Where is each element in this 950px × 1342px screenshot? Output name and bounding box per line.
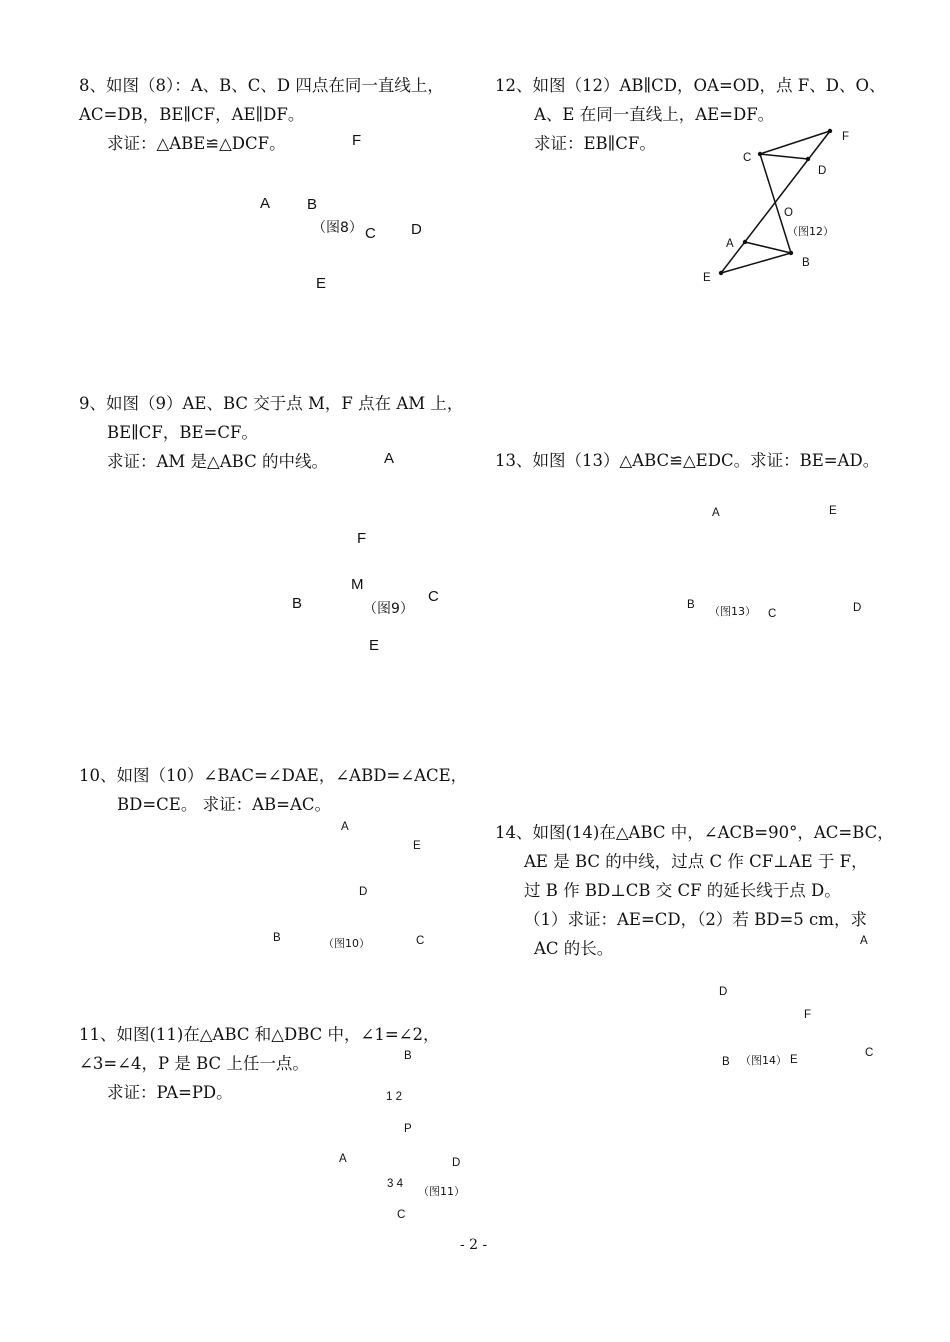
figure-8-label-a: A bbox=[260, 195, 271, 212]
figure-12-label-d: D bbox=[818, 165, 827, 177]
problem-8-line-3: 求证：△ABE≌△DCF。 bbox=[107, 134, 286, 153]
figure-8-label-b: B bbox=[307, 196, 318, 213]
figure-14-label-a: A bbox=[860, 935, 868, 947]
figure-13-label-d: D bbox=[853, 602, 862, 614]
figure-12-point-f bbox=[828, 129, 832, 133]
figure-9-label-f: F bbox=[357, 530, 367, 547]
figure-14-caption: （图14） bbox=[740, 1054, 787, 1067]
problem-14-line-5: AC 的长。 bbox=[534, 939, 614, 958]
figure-11-label-d: D bbox=[452, 1157, 461, 1169]
figure-9-label-e: E bbox=[369, 637, 380, 654]
figure-12-label-o: O bbox=[784, 207, 793, 219]
problem-14-line-3: 过 B 作 BD⊥CB 交 CF 的延长线于点 D。 bbox=[524, 881, 841, 900]
figure-12-segment-eb bbox=[721, 253, 791, 273]
figure-9-label-c: C bbox=[428, 588, 439, 605]
figure-11-label-c: C bbox=[397, 1209, 406, 1221]
problem-12-line-3: 求证：EB∥CF。 bbox=[534, 134, 656, 153]
figure-12-segment-cf bbox=[760, 131, 830, 154]
problem-8-line-1: 8、如图（8）：A、B、C、D 四点在同一直线上， bbox=[79, 76, 444, 95]
figure-14-label-c: C bbox=[865, 1047, 874, 1059]
figure-14-label-f: F bbox=[804, 1009, 812, 1021]
figure-12-label-b: B bbox=[802, 257, 810, 269]
problem-14-line-4: （1）求证：AE=CD，（2）若 BD=5 cm，求 bbox=[524, 910, 867, 929]
figure-10-caption: （图10） bbox=[323, 937, 370, 950]
figure-12-point-d bbox=[806, 157, 810, 161]
figure-12-diagram bbox=[695, 120, 865, 295]
figure-12-point-e bbox=[719, 271, 723, 275]
figure-14-label-b: B bbox=[722, 1056, 730, 1068]
figure-9-caption: （图9） bbox=[363, 601, 414, 617]
figure-12-caption: （图12） bbox=[787, 225, 834, 238]
figure-11-angle-3-4: 3 4 bbox=[387, 1178, 403, 1190]
figure-12-point-a bbox=[743, 240, 747, 244]
problem-14-line-1: 14、如图(14)在△ABC 中，∠ACB=90°，AC=BC， bbox=[495, 823, 894, 842]
figure-9-label-b: B bbox=[292, 595, 303, 612]
problem-8-line-2: AC=DB，BE∥CF，AE∥DF。 bbox=[79, 105, 305, 124]
figure-8-label-e: E bbox=[316, 275, 327, 292]
problem-11-line-3: 求证：PA=PD。 bbox=[107, 1083, 233, 1102]
problem-10-line-1: 10、如图（10）∠BAC=∠DAE，∠ABD=∠ACE， bbox=[79, 766, 468, 785]
figure-13-caption: （图13） bbox=[709, 605, 756, 618]
figure-9-label-a: A bbox=[384, 450, 395, 467]
problem-13-line-1: 13、如图（13）△ABC≌△EDC。求证：BE=AD。 bbox=[495, 451, 880, 470]
figure-12-point-b bbox=[789, 251, 793, 255]
problem-9-line-3: 求证：AM 是△ABC 的中线。 bbox=[107, 452, 328, 471]
problem-12-line-2: A、E 在同一直线上，AE=DF。 bbox=[534, 105, 775, 124]
figure-12-label-e: E bbox=[703, 272, 711, 284]
figure-13-label-b: B bbox=[687, 599, 695, 611]
problem-11-line-2: ∠3=∠4，P 是 BC 上任一点。 bbox=[79, 1054, 309, 1073]
figure-12-segment-ab bbox=[745, 242, 791, 253]
problem-11-line-1: 11、如图(11)在△ABC 和△DBC 中，∠1=∠2， bbox=[79, 1025, 440, 1044]
figure-11-label-a: A bbox=[339, 1153, 347, 1165]
problem-9-line-1: 9、如图（9）AE、BC 交于点 M，F 点在 AM 上， bbox=[79, 394, 464, 413]
figure-9-label-m: M bbox=[351, 576, 364, 593]
problem-12-line-1: 12、如图（12）AB∥CD，OA=OD，点 F、D、O、 bbox=[495, 76, 886, 95]
figure-12-label-a: A bbox=[726, 238, 734, 250]
figure-13-label-c: C bbox=[768, 608, 777, 620]
figure-13-label-a: A bbox=[712, 507, 720, 519]
figure-8-label-c: C bbox=[365, 225, 376, 242]
figure-13-label-e: E bbox=[829, 505, 837, 517]
figure-12-segment-cb bbox=[760, 154, 791, 253]
page-number: - 2 - bbox=[460, 1237, 488, 1253]
figure-11-label-b: B bbox=[404, 1050, 412, 1062]
figure-11-angle-1-2: 1 2 bbox=[386, 1091, 402, 1103]
problem-14-line-2: AE 是 BC 的中线，过点 C 作 CF⊥AE 于 F， bbox=[524, 852, 868, 871]
figure-8-label-d: D bbox=[411, 221, 422, 238]
figure-10-label-d: D bbox=[359, 886, 368, 898]
figure-12-label-c: C bbox=[743, 152, 752, 164]
figure-10-label-b: B bbox=[273, 932, 281, 944]
figure-8-caption: （图8） bbox=[312, 220, 363, 236]
figure-8-label-f: F bbox=[352, 132, 362, 149]
problem-10-line-2: BD=CE。 求证：AB=AC。 bbox=[117, 795, 332, 814]
figure-11-label-p: P bbox=[404, 1123, 412, 1135]
figure-14-label-e: E bbox=[790, 1054, 798, 1066]
figure-12-segment-cd bbox=[760, 154, 808, 159]
figure-10-label-a: A bbox=[341, 821, 349, 833]
problem-9-line-2: BE∥CF，BE=CF。 bbox=[107, 423, 258, 442]
figure-10-label-c: C bbox=[416, 935, 425, 947]
figure-14-label-d: D bbox=[719, 986, 728, 998]
figure-11-caption: （图11） bbox=[418, 1185, 465, 1198]
figure-12-label-f: F bbox=[842, 131, 850, 143]
figure-10-label-e: E bbox=[413, 840, 421, 852]
figure-12-point-c bbox=[758, 152, 762, 156]
